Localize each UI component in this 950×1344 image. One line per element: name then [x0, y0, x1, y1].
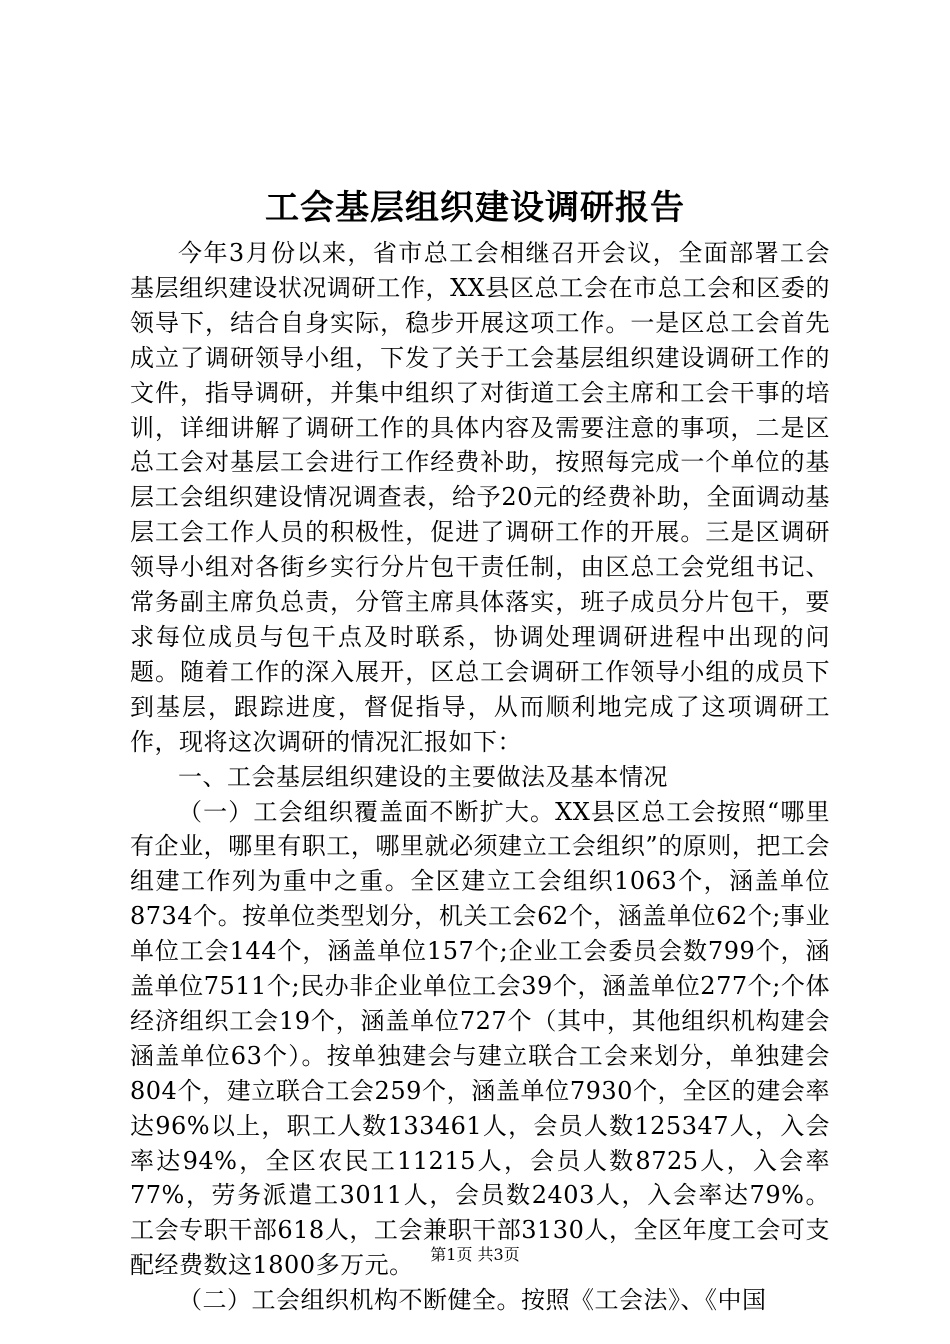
coverage-paragraph: （一）工会组织覆盖面不断扩大。XX县区总工会按照“哪里有企业，哪里有职工，哪里就必须建立工会组织”的原则，把工会组建工作列为重中之重。全区建立工会组织1063个，涵盖单位8734个。按单位类型划分，机关工会62个，涵盖单位62个;事业单位工会144个，涵盖单位157个;企业工会委员会数799个，涵盖单位7511个;民办非企业单位工会39个，涵盖单位277个;个体经济组织工会19个，涵盖单位727个（其中，其他组织机构建会涵盖单位63个）。按单独建会与建立联合工会来划分，单独建会804个，建立联合工会259个，涵盖单位7930个，全区的建会率达96%以上，职工人数133461人，会员人数125347人，入会率达94%，全区农民工11215人，会员人数8725人，入会率77%，劳务派遣工3011人，会员数2403人，入会率达79%。工会专职干部618人，工会兼职干部3130人，全区年度工会可支配经费数这1800多万元。	[130, 797, 830, 1280]
organization-paragraph: （二）工会组织机构不断健全。按照《工会法》、《中国	[178, 1286, 767, 1315]
section-heading: 一、工会基层组织建设的主要做法及基本情况	[178, 762, 668, 791]
document-body	[130, 236, 830, 1318]
document-title: 工会基层组织建设调研报告	[265, 188, 685, 228]
page-footer: 第1页 共3页	[430, 1245, 520, 1264]
intro-paragraph: 今年3月份以来，省市总工会相继召开会议，全面部署工会基层组织建设状况调研工作，XX县区总工会在市总工会和区委的领导下，结合自身实际，稳步开展这项工作。一是区总工会首先成立了调研领导小组，下发了关于工会基层组织建设调研工作的文件，指导调研，并集中组织了对街道工会主席和工会干事的培训，详细讲解了调研工作的具体内容及需要注意的事项，二是区总工会对基层工会进行工作经费补助，按照每完成一个单位的基层工会组织建设情况调查表，给予20元的经费补助，全面调动基层工会工作人员的积极性，促进了调研工作的开展。三是区调研领导小组对各街乡实行分片包干责任制，由区总工会党组书记、常务副主席负总责，分管主席具体落实，班子成员分片包干，要求每位成员与包干点及时联系，协调处理调研进程中出现的问题。随着工作的深入展开，区总工会调研工作领导小组的成员下到基层，跟踪进度，督促指导，从而顺利地完成了这项调研工作，现将这次调研的情况汇报如下：	[130, 239, 830, 756]
